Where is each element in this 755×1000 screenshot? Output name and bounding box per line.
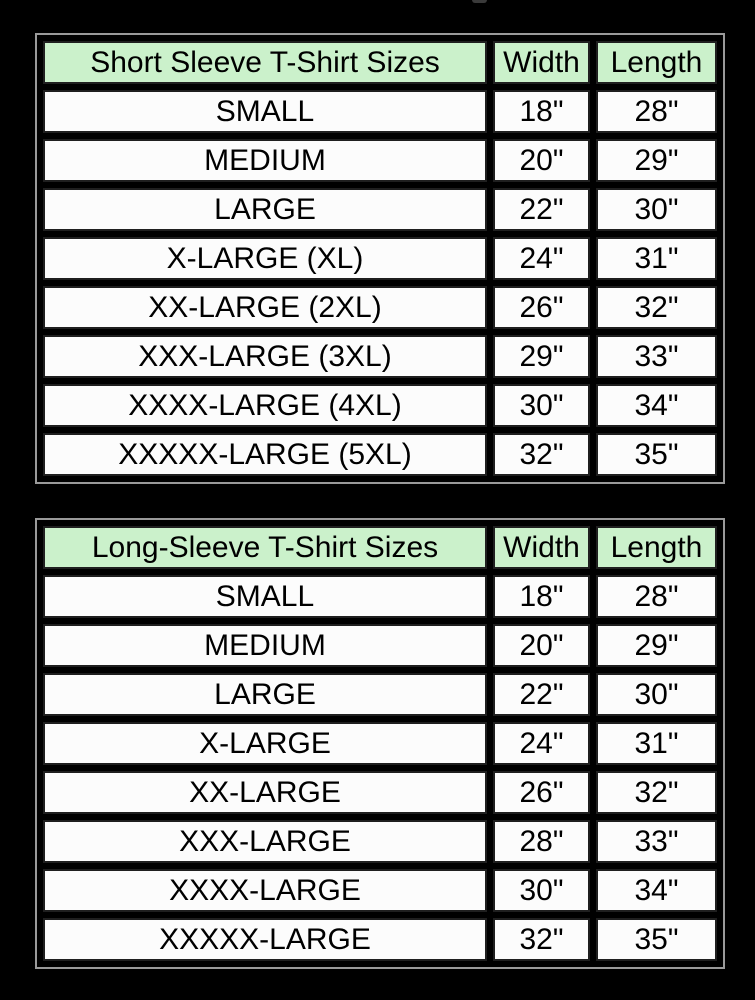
length-cell: 28": [596, 575, 717, 618]
table-title: Short Sleeve T-Shirt Sizes: [43, 41, 487, 84]
table-row: [43, 771, 717, 814]
width-cell: 18": [493, 575, 590, 618]
table-row: [43, 237, 717, 280]
width-cell: 30": [493, 384, 590, 427]
size-cell: XX-LARGE: [43, 771, 487, 814]
size-cell: MEDIUM: [43, 624, 487, 667]
top-edge-artifact: [472, 0, 487, 3]
table-row: [43, 820, 717, 863]
width-cell: 20": [493, 139, 590, 182]
length-cell: 34": [596, 869, 717, 912]
column-header-length: Length: [596, 41, 717, 84]
header-row: [43, 41, 717, 84]
column-header-width: Width: [493, 41, 590, 84]
length-cell: 29": [596, 139, 717, 182]
size-cell: X-LARGE (XL): [43, 237, 487, 280]
table-row: [43, 384, 717, 427]
header-row: [43, 526, 717, 569]
length-cell: 35": [596, 433, 717, 476]
size-cell: LARGE: [43, 673, 487, 716]
length-cell: 30": [596, 188, 717, 231]
table-row: [43, 624, 717, 667]
table-row: [43, 433, 717, 476]
short-sleeve-size-table: [35, 33, 725, 484]
table-row: [43, 90, 717, 133]
width-cell: 26": [493, 771, 590, 814]
table-row: [43, 335, 717, 378]
size-cell: X-LARGE: [43, 722, 487, 765]
size-cell: XXXX-LARGE: [43, 869, 487, 912]
table-row: [43, 722, 717, 765]
table-row: [43, 286, 717, 329]
width-cell: 20": [493, 624, 590, 667]
table-row: [43, 188, 717, 231]
length-cell: 32": [596, 771, 717, 814]
width-cell: 28": [493, 820, 590, 863]
table-title: Long-Sleeve T-Shirt Sizes: [43, 526, 487, 569]
table-row: [43, 139, 717, 182]
length-cell: 35": [596, 918, 717, 961]
size-cell: XXXX-LARGE (4XL): [43, 384, 487, 427]
size-cell: XXXXX-LARGE (5XL): [43, 433, 487, 476]
size-cell: XX-LARGE (2XL): [43, 286, 487, 329]
table-row: [43, 869, 717, 912]
table-row: [43, 918, 717, 961]
length-cell: 29": [596, 624, 717, 667]
width-cell: 22": [493, 673, 590, 716]
size-cell: XXX-LARGE (3XL): [43, 335, 487, 378]
column-header-width: Width: [493, 526, 590, 569]
width-cell: 30": [493, 869, 590, 912]
size-cell: MEDIUM: [43, 139, 487, 182]
length-cell: 33": [596, 820, 717, 863]
width-cell: 32": [493, 433, 590, 476]
length-cell: 34": [596, 384, 717, 427]
width-cell: 29": [493, 335, 590, 378]
size-cell: SMALL: [43, 90, 487, 133]
length-cell: 31": [596, 237, 717, 280]
length-cell: 31": [596, 722, 717, 765]
size-cell: XXX-LARGE: [43, 820, 487, 863]
length-cell: 32": [596, 286, 717, 329]
length-cell: 30": [596, 673, 717, 716]
width-cell: 24": [493, 237, 590, 280]
width-cell: 32": [493, 918, 590, 961]
length-cell: 33": [596, 335, 717, 378]
table-row: [43, 575, 717, 618]
size-cell: XXXXX-LARGE: [43, 918, 487, 961]
width-cell: 22": [493, 188, 590, 231]
length-cell: 28": [596, 90, 717, 133]
table-row: [43, 673, 717, 716]
long-sleeve-size-table: [35, 518, 725, 969]
size-cell: SMALL: [43, 575, 487, 618]
width-cell: 18": [493, 90, 590, 133]
width-cell: 26": [493, 286, 590, 329]
column-header-length: Length: [596, 526, 717, 569]
width-cell: 24": [493, 722, 590, 765]
size-cell: LARGE: [43, 188, 487, 231]
